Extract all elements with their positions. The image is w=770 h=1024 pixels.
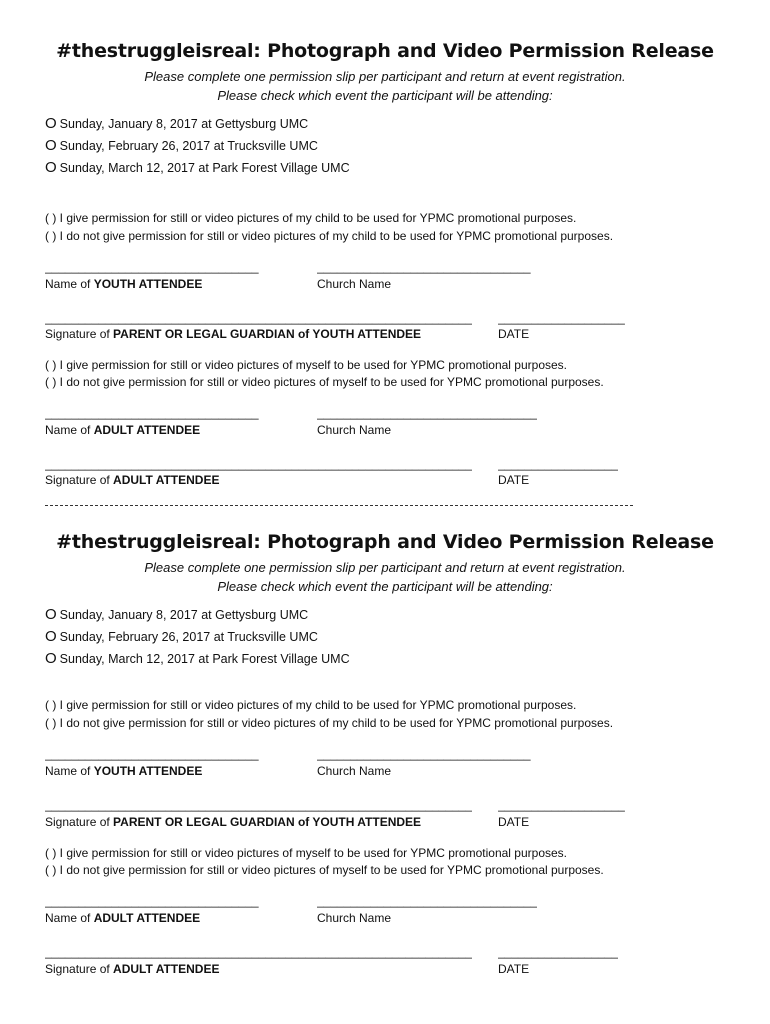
adult-signature-field[interactable]: ________________________________________________________________ (45, 945, 473, 959)
form-title: #thestruggleisreal: Photograph and Video Permission Release (56, 531, 714, 553)
event-label: Sunday, January 8, 2017 at Gettysburg UMC (59, 608, 309, 622)
event-label: Sunday, January 8, 2017 at Gettysburg UMC (59, 117, 309, 131)
form-instructions: Please complete one permission slip per participant and return at event registration. (144, 69, 626, 84)
adult-church-field[interactable]: _________________________________ (317, 894, 538, 908)
youth-name-field[interactable]: ________________________________ (45, 260, 259, 274)
form-instructions: Please complete one permission slip per participant and return at event registration. (144, 560, 626, 575)
youth-church-field[interactable]: ________________________________ (317, 747, 531, 761)
youth-church-label: Church Name (317, 764, 392, 778)
adult-signature-field[interactable]: ________________________________________________________________ (45, 457, 473, 471)
youth-name-field[interactable]: ________________________________ (45, 747, 259, 761)
youth-church-label: Church Name (317, 277, 392, 291)
adult-church-label: Church Name (317, 911, 392, 925)
guardian-signature-field[interactable]: ________________________________________________________________ (45, 798, 473, 812)
adult-date-field[interactable]: __________________ (498, 457, 619, 471)
adult-permission-no-option[interactable]: ( ) I do not give permission for still or video pictures of myself to be used for YPMC promotional purposes. (45, 863, 604, 877)
event-option-trucksville[interactable] (45, 137, 318, 154)
event-option-park-forest[interactable] (45, 159, 350, 176)
adult-name-field[interactable]: ________________________________ (45, 406, 259, 420)
event-instructions: Please check which event the participant will be attending: (217, 88, 553, 103)
guardian-signature-label: Signature of PARENT OR LEGAL GUARDIAN of YOUTH ATTENDEE (45, 815, 422, 829)
adult-date-label: DATE (498, 962, 530, 976)
youth-church-field[interactable]: ________________________________ (317, 260, 531, 274)
cut-line-divider (45, 505, 633, 506)
adult-church-field[interactable]: _________________________________ (317, 406, 538, 420)
event-option-park-forest[interactable] (45, 650, 350, 667)
guardian-signature-label: Signature of PARENT OR LEGAL GUARDIAN of YOUTH ATTENDEE (45, 327, 422, 341)
event-label: Sunday, February 26, 2017 at Trucksville UMC (59, 630, 318, 644)
event-instructions: Please check which event the participant will be attending: (217, 579, 553, 594)
youth-permission-no-option[interactable]: ( ) I do not give permission for still or video pictures of my child to be used for YPMC promotional purposes. (45, 716, 614, 730)
adult-signature-label: Signature of ADULT ATTENDEE (45, 473, 220, 487)
event-label: Sunday, February 26, 2017 at Trucksville UMC (59, 139, 318, 153)
radio-circle-icon[interactable]: O (45, 159, 57, 176)
adult-name-label: Name of ADULT ATTENDEE (45, 911, 201, 925)
event-label: Sunday, March 12, 2017 at Park Forest Village UMC (59, 652, 350, 666)
adult-date-field[interactable]: __________________ (498, 945, 619, 959)
radio-circle-icon[interactable]: O (45, 606, 57, 623)
event-option-trucksville[interactable] (45, 628, 318, 645)
adult-signature-label: Signature of ADULT ATTENDEE (45, 962, 220, 976)
event-option-gettysburg[interactable] (45, 606, 308, 623)
guardian-date-field[interactable]: ___________________ (498, 311, 625, 325)
radio-circle-icon[interactable]: O (45, 115, 57, 132)
event-label: Sunday, March 12, 2017 at Park Forest Village UMC (59, 161, 350, 175)
event-option-gettysburg[interactable] (45, 115, 308, 132)
adult-permission-no-option[interactable]: ( ) I do not give permission for still or video pictures of myself to be used for YPMC promotional purposes. (45, 375, 604, 389)
radio-circle-icon[interactable]: O (45, 628, 57, 645)
adult-name-label: Name of ADULT ATTENDEE (45, 423, 201, 437)
guardian-date-label: DATE (498, 815, 530, 829)
radio-circle-icon[interactable]: O (45, 650, 57, 667)
youth-name-label: Name of YOUTH ATTENDEE (45, 764, 203, 778)
guardian-date-label: DATE (498, 327, 530, 341)
radio-circle-icon[interactable]: O (45, 137, 57, 154)
adult-permission-yes-option[interactable]: ( ) I give permission for still or video pictures of myself to be used for YPMC promotional purposes. (45, 846, 567, 860)
youth-permission-yes-option[interactable]: ( ) I give permission for still or video pictures of my child to be used for YPMC promotional purposes. (45, 698, 577, 712)
adult-church-label: Church Name (317, 423, 392, 437)
adult-date-label: DATE (498, 473, 530, 487)
adult-permission-yes-option[interactable]: ( ) I give permission for still or video pictures of myself to be used for YPMC promotional purposes. (45, 358, 567, 372)
guardian-date-field[interactable]: ___________________ (498, 798, 625, 812)
guardian-signature-field[interactable]: ________________________________________________________________ (45, 311, 473, 325)
youth-name-label: Name of YOUTH ATTENDEE (45, 277, 203, 291)
form-title: #thestruggleisreal: Photograph and Video Permission Release (56, 40, 714, 62)
youth-permission-yes-option[interactable]: ( ) I give permission for still or video pictures of my child to be used for YPMC promotional purposes. (45, 211, 577, 225)
adult-name-field[interactable]: ________________________________ (45, 894, 259, 908)
youth-permission-no-option[interactable]: ( ) I do not give permission for still or video pictures of my child to be used for YPMC promotional purposes. (45, 229, 614, 243)
